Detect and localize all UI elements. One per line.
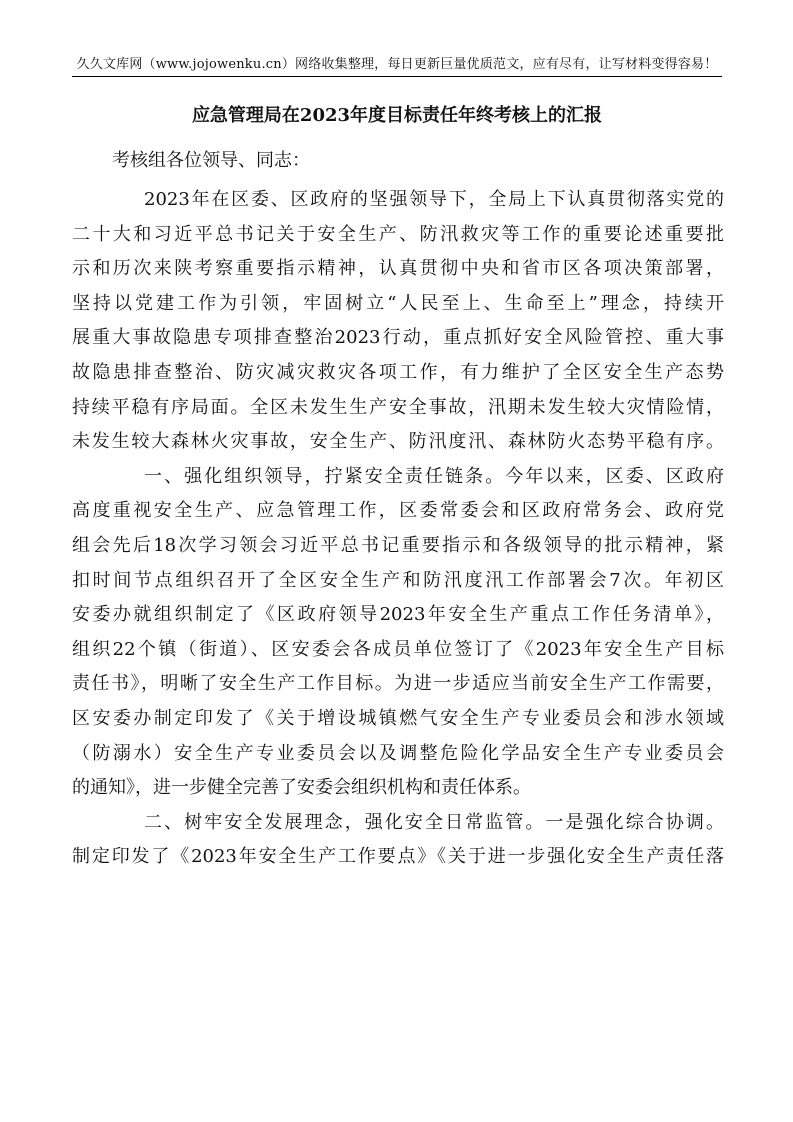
text-line: 二十大和习近平总书记关于安全生产、防汛救灾等工作的重要论述重要批 xyxy=(72,223,724,245)
text-line: 组会先后18次学习领会习近平总书记重要指示和各级领导的批示精神，紧 xyxy=(72,534,724,556)
text-line: 2023年在区委、区政府的坚强领导下，全局上下认真贯彻落实党的 xyxy=(144,189,724,210)
paragraph-intro xyxy=(72,183,724,460)
text-line: 责任书》，明晰了安全生产工作目标。为进一步适应当前安全生产工作需要， xyxy=(72,673,724,695)
text-line: 组织22个镇（街道）、区安委会各成员单位签订了《2023年安全生产目标 xyxy=(72,638,724,660)
text-line: 示和历次来陕考察重要指示精神，认真贯彻中央和省市区各项决策部署， xyxy=(72,258,724,280)
text-line: 高度重视安全生产、应急管理工作，区委常委会和区政府常务会、政府党 xyxy=(72,500,724,522)
text-line: 展重大事故隐患专项排查整治2023行动，重点抓好安全风险管控、重大事 xyxy=(72,327,724,349)
text-line: 二、树牢安全发展理念，强化安全日常监管。一是强化综合协调。 xyxy=(144,811,724,833)
text-line: 未发生较大森林火灾事故，安全生产、防汛度汛、森林防火态势平稳有序。 xyxy=(72,431,724,453)
document-body xyxy=(72,183,724,875)
header-divider xyxy=(72,76,722,77)
text-line: 制定印发了《2023年安全生产工作要点》《关于进一步强化安全生产责任落 xyxy=(72,846,724,868)
text-line: 一、强化组织领导，拧紧安全责任链条。今年以来，区委、区政府 xyxy=(144,465,724,487)
paragraph-section-2 xyxy=(72,806,724,875)
page-header-text: 久久文库网（www.jojowenku.cn）网络收集整理，每日更新巨量优质范文，应有尽有，让写材料变得容易！ xyxy=(76,57,718,72)
text-line: 的通知》，进一步健全完善了安委会组织机构和责任体系。 xyxy=(72,777,531,799)
salutation: 考核组各位领导、同志： xyxy=(112,150,310,171)
text-line: 持续平稳有序局面。全区未发生生产安全事故，汛期未发生较大灾情险情， xyxy=(72,396,724,418)
text-line: 扣时间节点组织召开了全区安全生产和防汛度汛工作部署会7次。年初区 xyxy=(72,569,724,591)
paragraph-section-1 xyxy=(72,460,724,806)
text-line: 坚持以党建工作为引领，牢固树立“人民至上、生命至上”理念，持续开 xyxy=(72,292,724,314)
text-line: （防溺水）安全生产专业委员会以及调整危险化学品安全生产专业委员会 xyxy=(72,742,724,764)
text-line: 故隐患排查整治、防灾减灾救灾各项工作，有力维护了全区安全生产态势 xyxy=(72,361,724,383)
text-line: 安委办就组织制定了《区政府领导2023年安全生产重点工作任务清单》， xyxy=(72,604,724,626)
document-title: 应急管理局在2023年度目标责任年终考核上的汇报 xyxy=(191,105,603,126)
text-line: 区安委办制定印发了《关于增设城镇燃气安全生产专业委员会和涉水领域 xyxy=(72,707,724,729)
